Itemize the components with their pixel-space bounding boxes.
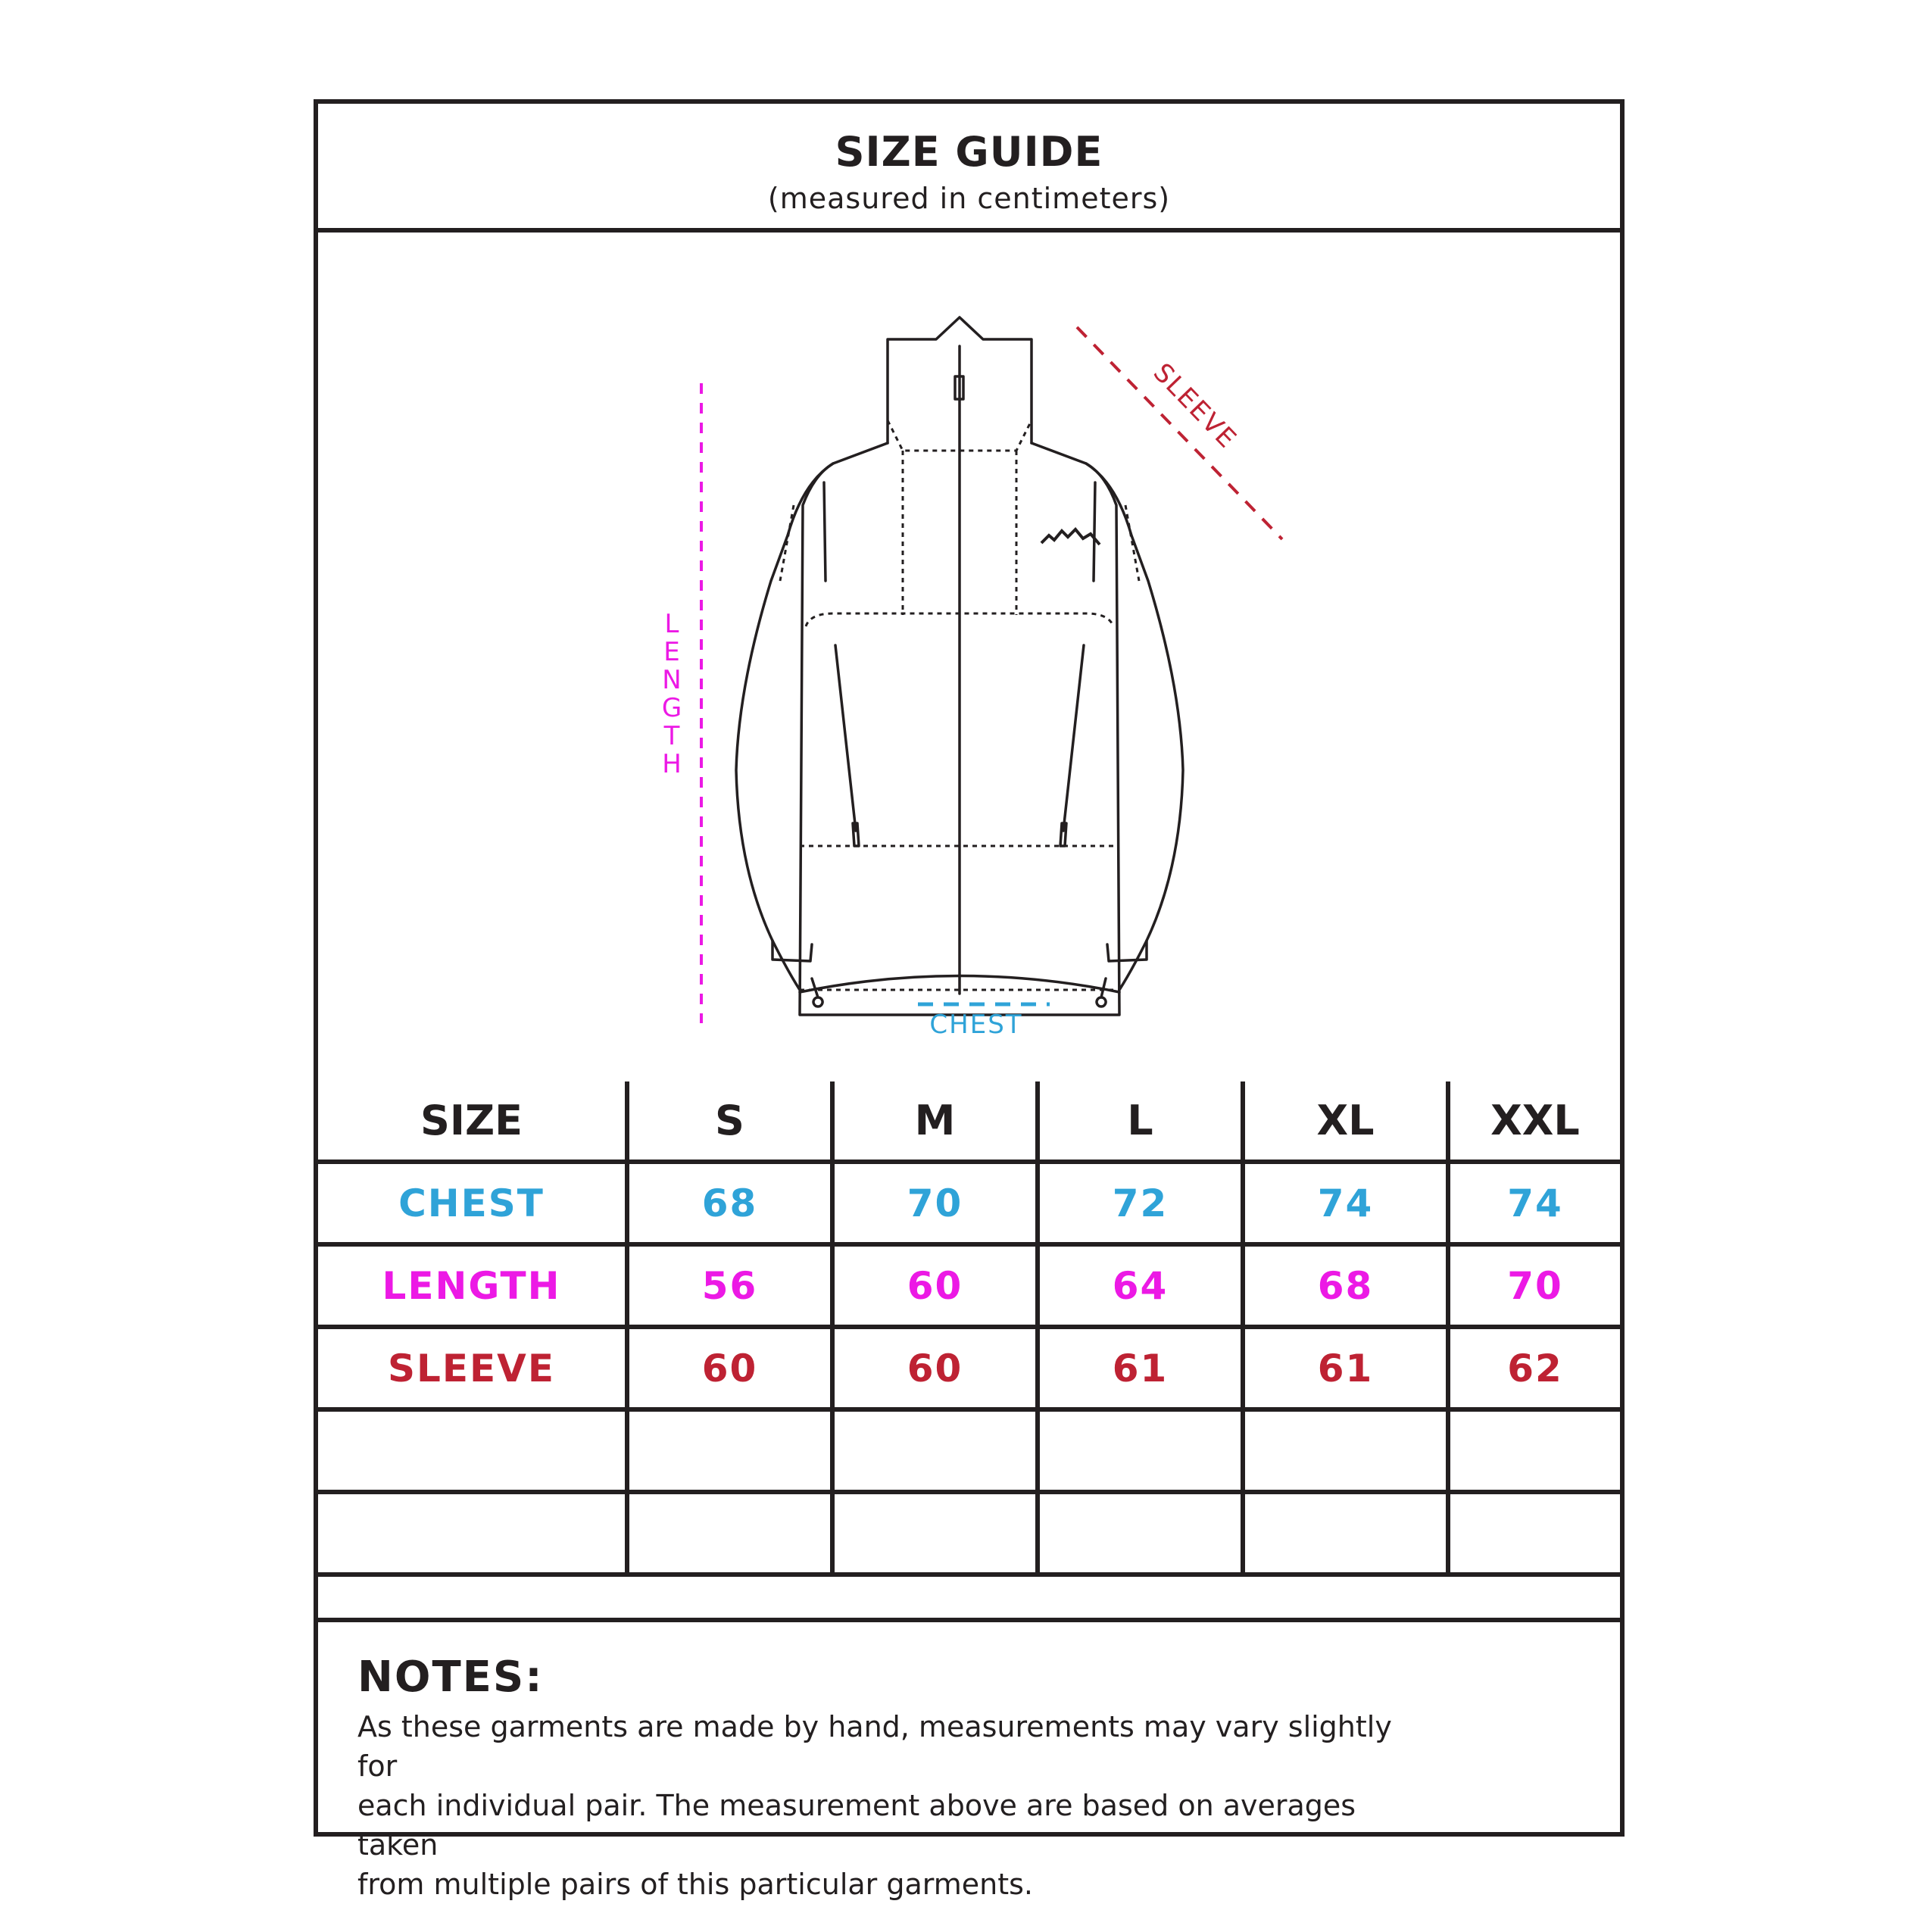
table-cell: 74 (1243, 1162, 1448, 1244)
table-cell: 60 (832, 1244, 1038, 1327)
length-label-char: L (664, 609, 679, 639)
sleeve-measure-line (1077, 327, 1282, 539)
mountain-logo-icon (1041, 529, 1100, 545)
left-armhole-seam (824, 482, 826, 581)
table-header-cell: L (1038, 1081, 1243, 1162)
table-header-cell: SIZE (318, 1081, 627, 1162)
page-title: SIZE GUIDE (835, 128, 1103, 176)
table-cell: 68 (627, 1162, 832, 1244)
length-label-char: E (663, 637, 680, 667)
empty-cell (627, 1492, 832, 1575)
notes-title: NOTES: (357, 1653, 544, 1702)
right-armhole-seam (1094, 482, 1095, 581)
table-cell: 70 (1448, 1244, 1620, 1327)
size-guide-frame (314, 99, 1625, 1901)
length-label-char: T (663, 721, 680, 751)
notes-line: from multiple pairs of this particular garments. (357, 1868, 1033, 1901)
table-cell: 72 (1038, 1162, 1243, 1244)
right-hem-toggle (1097, 978, 1106, 1007)
table-header-cell: S (627, 1081, 832, 1162)
row-label: LENGTH (318, 1244, 627, 1327)
right-sleeve-outline (1086, 463, 1183, 990)
empty-cell (318, 1409, 627, 1492)
chest-label: CHEST (929, 1010, 1023, 1040)
table-cell: 70 (832, 1162, 1038, 1244)
length-label-char: G (661, 693, 682, 723)
left-sleeve-outline (736, 463, 833, 990)
row-label: SLEEVE (318, 1327, 627, 1409)
jacket-illustration (318, 233, 1620, 1184)
empty-cell (627, 1409, 832, 1492)
table-row-chest (318, 1162, 1620, 1244)
notes-section (318, 1618, 1620, 1901)
empty-cell (1448, 1409, 1620, 1492)
notes-line: As these garments are made by hand, measurements may vary slightly for (357, 1710, 1392, 1783)
left-hem-toggle (812, 978, 822, 1007)
empty-cell (832, 1409, 1038, 1492)
empty-cell (832, 1492, 1038, 1575)
table-row-empty (318, 1409, 1620, 1492)
jacket-diagram (318, 233, 1620, 1184)
table-row-length (318, 1244, 1620, 1327)
table-header-cell: M (832, 1081, 1038, 1162)
table-cell: 61 (1243, 1327, 1448, 1409)
table-cell: 60 (627, 1327, 832, 1409)
table-cell: 62 (1448, 1327, 1620, 1409)
empty-cell (1243, 1409, 1448, 1492)
empty-cell (1038, 1409, 1243, 1492)
empty-cell (1038, 1492, 1243, 1575)
table-cell: 74 (1448, 1162, 1620, 1244)
header (318, 104, 1620, 233)
left-pocket-zipper (835, 645, 856, 831)
size-table (318, 1081, 1620, 1577)
table-row-sleeve (318, 1327, 1620, 1409)
row-label: CHEST (318, 1162, 627, 1244)
table-header-row (318, 1081, 1620, 1162)
table-cell: 68 (1243, 1244, 1448, 1327)
table-cell: 61 (1038, 1327, 1243, 1409)
table-cell: 64 (1038, 1244, 1243, 1327)
empty-cell (1448, 1492, 1620, 1575)
table-cell: 60 (832, 1327, 1038, 1409)
length-label-char: N (662, 665, 682, 695)
page-subtitle: (measured in centimeters) (767, 182, 1171, 215)
notes-line: each individual pair. The measurement above are based on averages taken (357, 1789, 1356, 1862)
table-row-empty (318, 1492, 1620, 1575)
table-header-cell: XL (1243, 1081, 1448, 1162)
length-label-char: H (662, 749, 682, 779)
table-header-cell: XXL (1448, 1081, 1620, 1162)
sleeve-label: SLEEVE (1147, 357, 1244, 455)
table-cell: 56 (627, 1244, 832, 1327)
empty-cell (1243, 1492, 1448, 1575)
notes-text (357, 1707, 1418, 1904)
right-pocket-zipper (1063, 645, 1084, 831)
empty-cell (318, 1492, 627, 1575)
